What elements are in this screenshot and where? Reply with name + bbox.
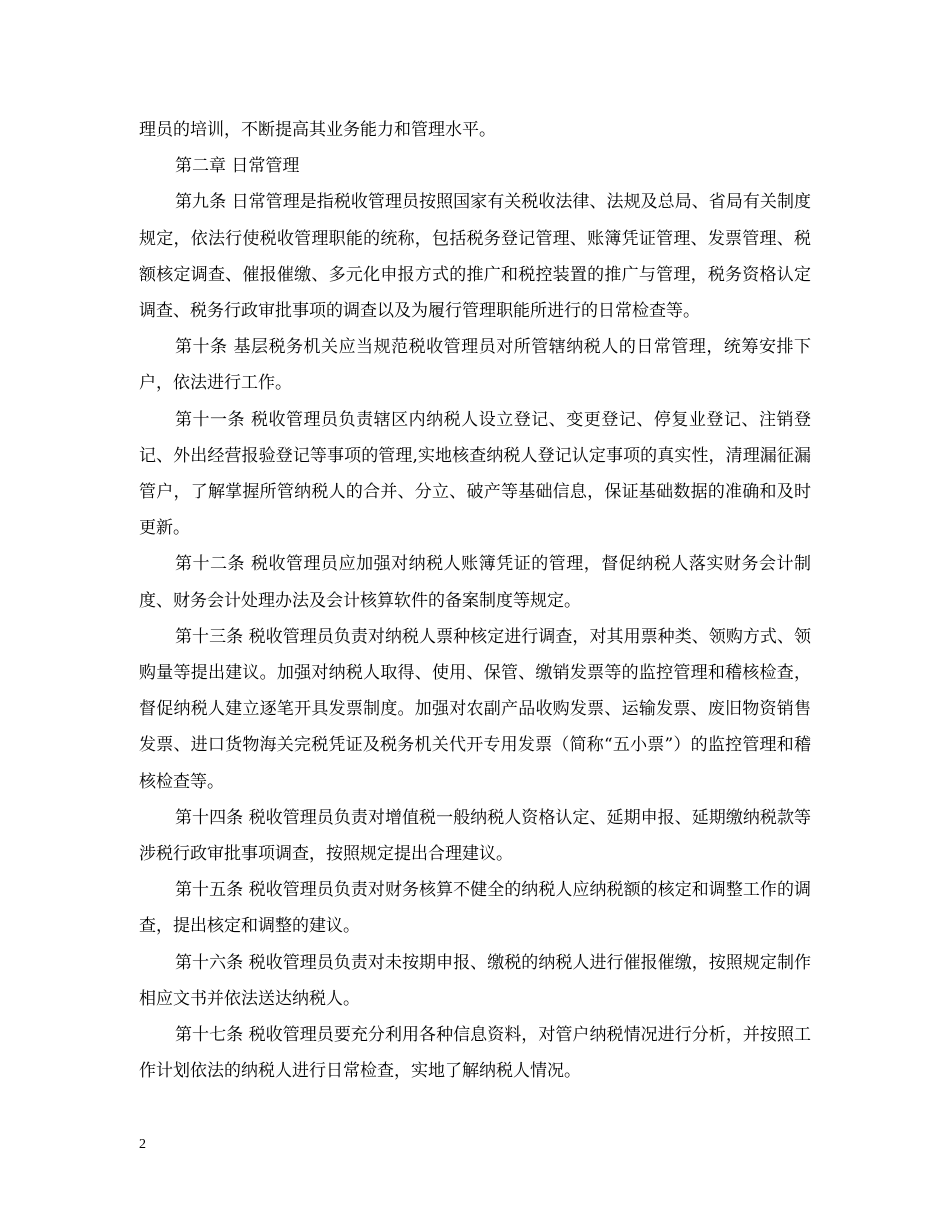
- page-number: 2: [139, 1137, 146, 1152]
- article-13: 第十三条 税收管理员负责对纳税人票种核定进行调查，对其用票种类、领购方式、领购量等提出建议。加强对纳税人取得、使用、保管、缴销发票等的监控管理和稽核检查，督促纳税人建立逐笔开具发票制度。加强对农副产品收购发票、运输发票、废旧物资销售发票、进口货物海关完税凭证及税务机关代开专用发票（简称“五小票”）的监控管理和稽核检查等。: [139, 626, 811, 792]
- article-10: 第十条 基层税务机关应当规范税收管理员对所管辖纳税人的日常管理，统筹安排下户，依法进行工作。: [139, 337, 811, 394]
- article-9: 第九条 日常管理是指税收管理员按照国家有关税收法律、法规及总局、省局有关制度规定，依法行使税收管理职能的统称，包括税务登记管理、账簿凭证管理、发票管理、税额核定调查、催报催缴、多元化申报方式的推广和税控装置的推广与管理，税务资格认定调查、税务行政审批事项的调查以及为履行管理职能所进行的日常检查等。: [139, 192, 811, 322]
- paragraph-continuation: 理员的培训，不断提高其业务能力和管理水平。: [139, 120, 496, 140]
- article-17: 第十七条 税收管理员要充分利用各种信息资料，对管户纳税情况进行分析，并按照工作计划依法的纳税人进行日常检查，实地了解纳税人情况。: [139, 1025, 811, 1082]
- article-11: 第十一条 税收管理员负责辖区内纳税人设立登记、变更登记、停复业登记、注销登记、外出经营报验登记等事项的管理,实地核查纳税人登记认定事项的真实性，清理漏征漏管户，了解掌握所管纳税人的合并、分立、破产等基础信息，保证基础数据的准确和及时更新。: [139, 409, 811, 539]
- article-15: 第十五条 税收管理员负责对财务核算不健全的纳税人应纳税额的核定和调整工作的调查，提出核定和调整的建议。: [139, 880, 811, 937]
- article-12: 第十二条 税收管理员应加强对纳税人账簿凭证的管理，督促纳税人落实财务会计制度、财务会计处理办法及会计核算软件的备案制度等规定。: [139, 554, 811, 611]
- document-body: [139, 112, 811, 1089]
- article-16: 第十六条 税收管理员负责对未按期申报、缴税的纳税人进行催报催缴，按照规定制作相应文书并依法送达纳税人。: [139, 952, 811, 1009]
- article-14: 第十四条 税收管理员负责对增值税一般纳税人资格认定、延期申报、延期缴纳税款等涉税行政审批事项调查，按照规定提出合理建议。: [139, 807, 811, 865]
- chapter-heading: 第二章 日常管理: [175, 156, 300, 177]
